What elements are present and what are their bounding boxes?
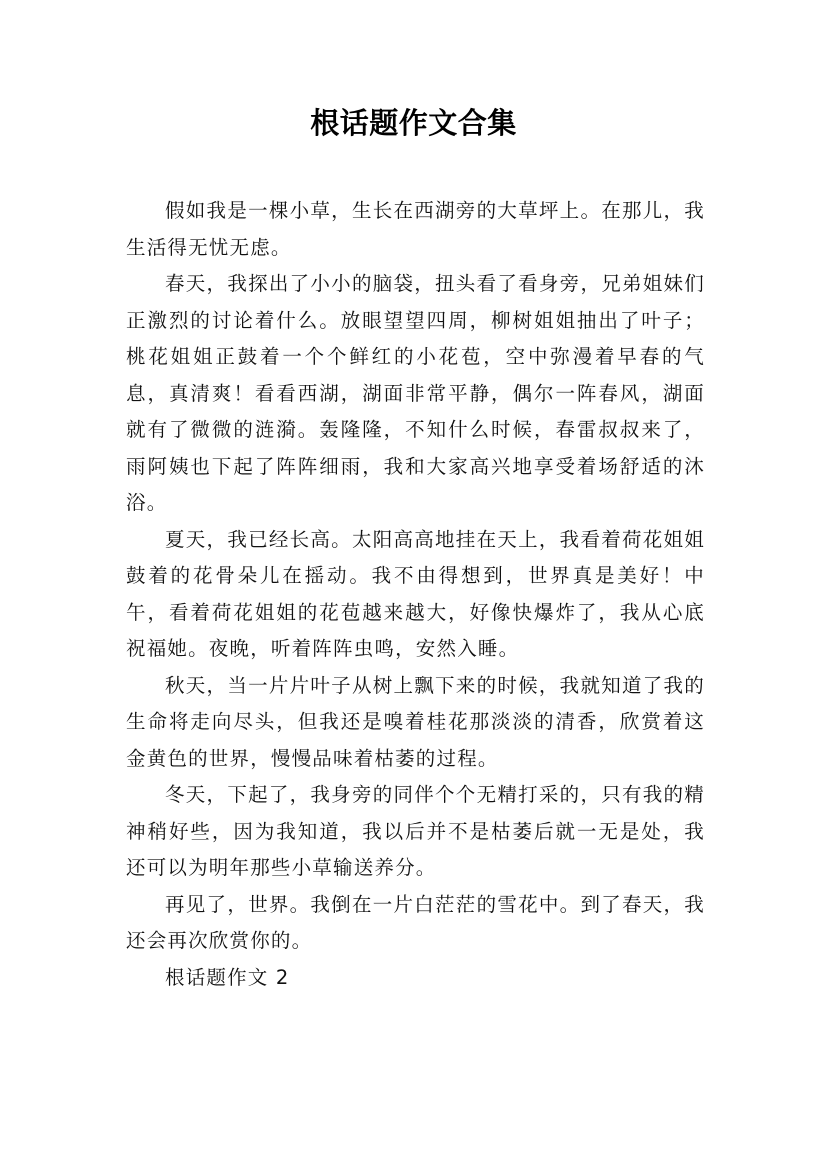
paragraph: 再见了，世界。我倒在一片白茫茫的雪花中。到了春天，我还会再次欣赏你的。 — [126, 892, 705, 952]
document-body — [126, 193, 705, 996]
paragraph: 春天，我探出了小小的脑袋，扭头看了看身旁，兄弟姐妹们正激烈的讨论着什么。放眼望望四周，柳树姐姐抽出了叶子；桃花姐姐正鼓着一个个鲜红的小花苞，空中弥漫着早春的气息，真清爽！看看西湖，湖面非常平静，偶尔一阵春风，湖面就有了微微的涟漪。轰隆隆，不知什么时候，春雷叔叔来了，雨阿姨也下起了阵阵细雨，我和大家高兴地享受着场舒适的沐浴。 — [126, 272, 705, 514]
document-title: 根话题作文合集 — [310, 106, 517, 140]
section-heading: 根话题作文 2 — [165, 965, 290, 989]
paragraph: 夏天，我已经长高。太阳高高地挂在天上，我看着荷花姐姐鼓着的花骨朵儿在摇动。我不由得想到，世界真是美好！中午，看着荷花姐姐的花苞越来越大，好像快爆炸了，我从心底祝福她。夜晚，听着阵阵虫鸣，安然入睡。 — [126, 527, 705, 660]
paragraph: 秋天，当一片片叶子从树上飘下来的时候，我就知道了我的生命将走向尽头，但我还是嗅着桂花那淡淡的清香，欣赏着这金黄色的世界，慢慢品味着枯萎的过程。 — [126, 673, 705, 770]
paragraph: 假如我是一棵小草，生长在西湖旁的大草坪上。在那儿，我生活得无忧无虑。 — [126, 199, 705, 259]
paragraph: 冬天，下起了，我身旁的同伴个个无精打采的，只有我的精神稍好些，因为我知道，我以后并不是枯萎后就一无是处，我还可以为明年那些小草输送养分。 — [126, 783, 705, 879]
